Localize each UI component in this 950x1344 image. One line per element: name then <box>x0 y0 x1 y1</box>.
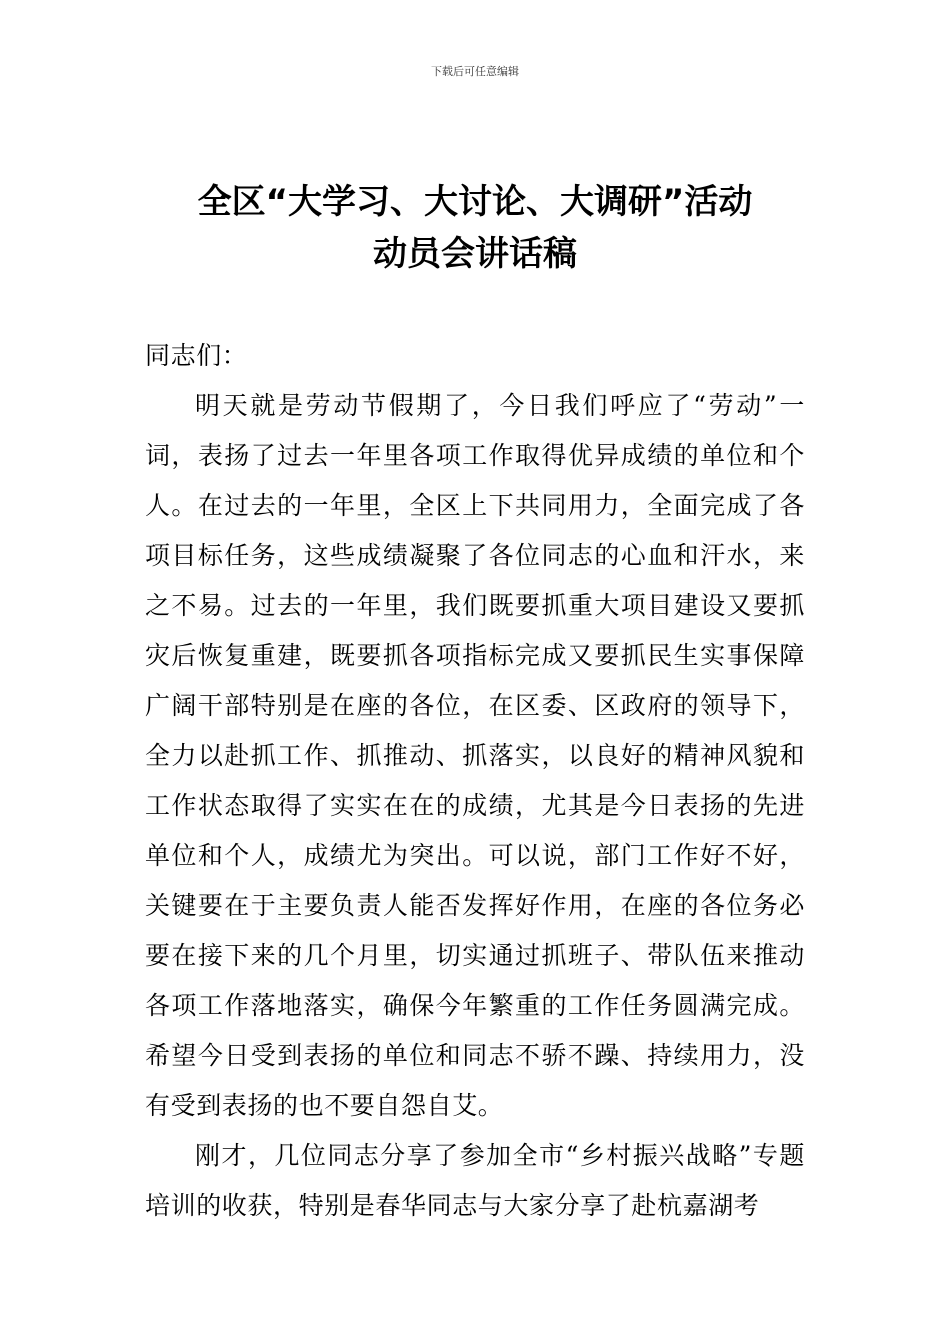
document-body <box>145 331 805 1231</box>
paragraph-2: 刚才，几位同志分享了参加全市“乡村振兴战略”专题培训的收获，特别是春华同志与大家分享了赴杭嘉湖考 <box>145 1141 805 1220</box>
header-note: 下载后可任意编辑 <box>431 65 519 78</box>
title-line-2: 动员会讲话稿 <box>373 234 577 274</box>
title-line-1: 全区“大学习、大讨论、大调研”活动 <box>197 182 753 222</box>
document-title <box>120 176 830 280</box>
paragraph-1: 明天就是劳动节假期了，今日我们呼应了“劳动”一词，表扬了过去一年里各项工作取得优异成绩的单位和个人。在过去的一年里，全区上下共同用力，全面完成了各项目标任务，这些成绩凝聚了各位同志的心血和汗水，来之不易。过去的一年里，我们既要抓重大项目建设又要抓灾后恢复重建，既要抓各项指标完成又要抓民生实事保障广阔干部特别是在座的各位，在区委、区政府的领导下，全力以赴抓工作、抓推动、抓落实，以良好的精神风貌和工作状态取得了实实在在的成绩，尤其是今日表扬的先进单位和个人，成绩尤为突出。可以说，部门工作好不好，关键要在于主要负责人能否发挥好作用，在座的各位务必要在接下来的几个月里，切实通过抓班子、带队伍来推动各项工作落地落实，确保今年繁重的工作任务圆满完成。希望今日受到表扬的单位和同志不骄不躁、持续用力，没有受到表扬的也不要自怨自艾。 <box>145 391 805 1120</box>
salutation: 同志们： <box>145 341 248 370</box>
